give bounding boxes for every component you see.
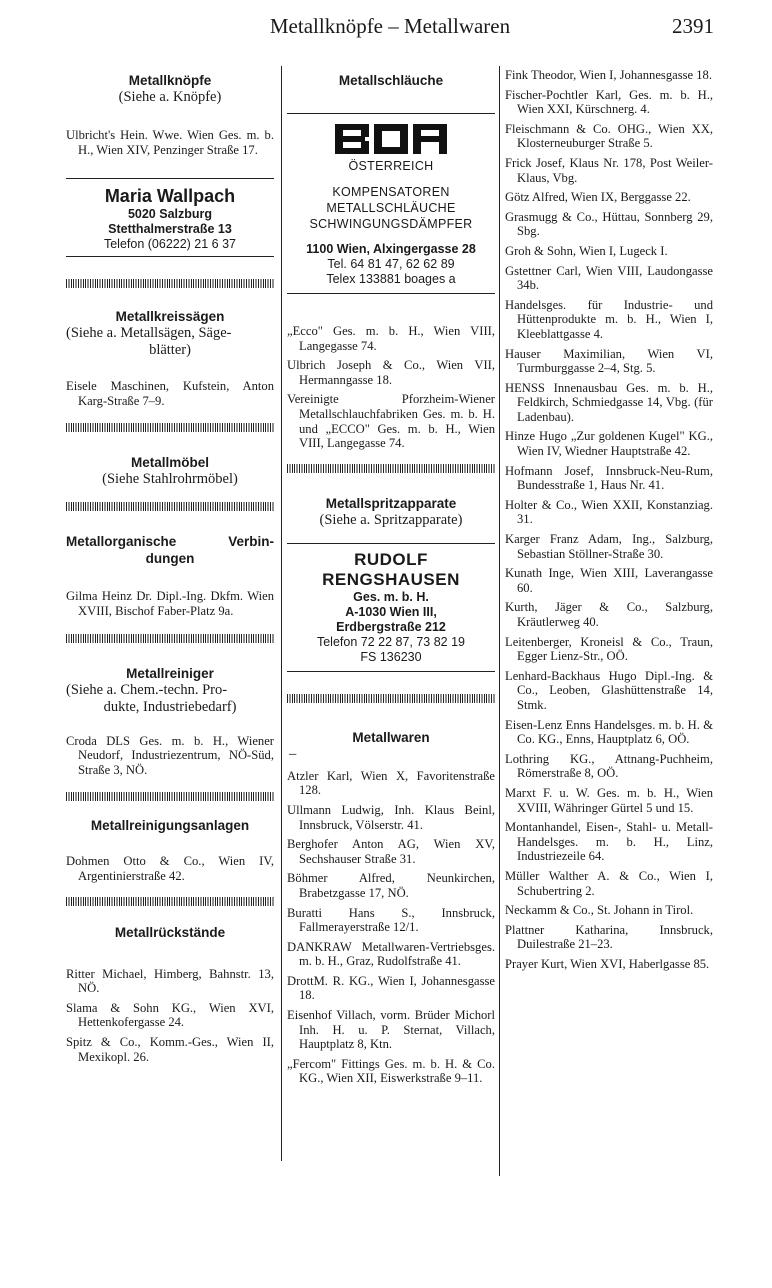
ad-city: A-1030 Wien III, xyxy=(345,604,437,619)
section-separator xyxy=(66,502,274,511)
section-separator xyxy=(287,694,495,703)
ad-name: Maria Wallpach xyxy=(104,186,236,207)
ad-city: 5020 Salzburg xyxy=(127,207,213,222)
see-also-chem-techn: (Siehe a. Chem.-techn. Pro- dukte, Industriebedarf) xyxy=(66,681,237,715)
column-3 xyxy=(505,68,713,976)
list-item: Ulbricht's Hein. Wwe. Wien Ges. m. b. H., Wien XIV, Penzinger Straße 17. xyxy=(66,128,274,157)
heading-metallwaren: Metallwaren xyxy=(352,729,430,745)
heading-metallrueckstaende: Metallrückstände xyxy=(114,924,226,940)
list-item: Fischer-Pochtler Karl, Ges. m. b. H., Wien XXI, Kürschnerg. 4. xyxy=(505,87,713,117)
list-item: Hofmann Josef, Innsbruck-Neu-Rum, Bundesstraße 1, Haus Nr. 41. xyxy=(505,463,713,493)
list-item: Fink Theodor, Wien I, Johannesgasse 18. xyxy=(505,68,712,82)
section-separator xyxy=(287,464,495,473)
list-item: Croda DLS Ges. m. b. H., Wiener Neudorf, Industriezentrum, NÖ-Süd, Straße 3, NÖ. xyxy=(66,733,274,777)
boa-logo xyxy=(287,124,495,154)
list-item: Fleischmann & Co. OHG., Wien XX, Klosterneuburger Straße 5. xyxy=(505,121,713,151)
list-item: Götz Alfred, Wien IX, Berggasse 22. xyxy=(505,190,691,205)
see-also-spritzapparate: (Siehe a. Spritzapparate) xyxy=(319,511,463,528)
ad-product-2: METALLSCHLÄUCHE xyxy=(326,201,456,215)
see-also-metallsaegen: (Siehe a. Metallsägen, Säge- blätter) xyxy=(66,325,232,359)
page-number: 2391 xyxy=(672,14,714,38)
ad-phone: Telefon 72 22 87, 73 82 19 xyxy=(316,634,466,649)
list-item: „Fercom" Fittings Ges. m. b. H. & Co. KG., Wien XII, Eiswerkstraße 9–11. xyxy=(287,1056,495,1086)
heading-metallorganische: Metallorganische Verbin- xyxy=(66,534,274,550)
list-item: Holter & Co., Wien XXII, Konstanziag. 31. xyxy=(505,497,713,527)
section-separator xyxy=(66,897,274,906)
page-header-title: Metallknöpfe – Metallwaren xyxy=(269,14,511,38)
list-item: Grasmugg & Co., Hüttau, Sonnberg 29, Sbg. xyxy=(505,209,713,239)
ad-phone: Tel. 64 81 47, 62 62 89 xyxy=(327,257,455,271)
column-divider-1 xyxy=(281,66,282,1161)
see-also-stahlrohrmoebel: (Siehe Stahlrohrmöbel) xyxy=(102,471,238,488)
ad-phone: Telefon (06222) 21 6 37 xyxy=(103,237,237,252)
ad-street: Erdbergstraße 212 xyxy=(336,619,446,634)
heading-metallmoebel: Metallmöbel xyxy=(130,455,209,471)
ad-fs: FS 136230 xyxy=(360,649,422,664)
list-item: Buratti Hans S., Innsbruck, Fallmerayerstraße 12/1. xyxy=(287,905,495,935)
list-item: Kunath Inge, Wien XIII, Laverangasse 60. xyxy=(505,566,713,595)
list-item: Gstettner Carl, Wien VIII, Laudongasse 34b. xyxy=(505,263,713,293)
ad-address: 1100 Wien, Alxingergasse 28 xyxy=(306,242,476,256)
column-2 xyxy=(287,64,495,1091)
boa-logo-letter-o-icon xyxy=(374,124,408,154)
ad-product-1: KOMPENSATOREN xyxy=(332,185,450,199)
list-item: Berghofer Anton AG, Wien XV, Sechshauser Straße 31. xyxy=(287,837,495,866)
heading-metallknoepfe: Metallknöpfe xyxy=(128,73,212,88)
list-item: Eisenhof Villach, vorm. Brüder Michorl Inh. H. u. P. Sternat, Villach, Hauptplatz 8, Ktn. xyxy=(287,1008,495,1052)
boa-logo-letter-a-icon xyxy=(413,124,447,154)
list-item: Vereinigte Pforzheim-Wiener Metallschlauchfabriken Ges. m. b. H. und „ECCO" Ges. m. b. H., Wien VIII, Langegasse 74. xyxy=(287,392,495,451)
ad-legal-form: Ges. m. b. H. xyxy=(353,589,429,604)
see-also-knoepfe: (Siehe a. Knöpfe) xyxy=(118,89,222,105)
list-item: Kurth, Jäger & Co., Salzburg, Kräutlerweg 40. xyxy=(505,600,713,629)
list-item: „Ecco" Ges. m. b. H., Wien VIII, Langegasse 74. xyxy=(287,324,495,353)
list-item: DrottM. R. KG., Wien I, Johannesgasse 18. xyxy=(287,973,495,1003)
list-item: Spitz & Co., Komm.-Ges., Wien II, Mexikopl. 26. xyxy=(66,1034,274,1064)
list-item: Müller Walther A. & Co., Wien I, Schubertring 2. xyxy=(505,868,713,898)
list-item: Dohmen Otto & Co., Wien IV, Argentinierstraße 42. xyxy=(66,854,274,883)
heading-metallreiniger: Metallreiniger xyxy=(126,665,214,681)
ad-rudolf-rengshausen xyxy=(287,544,495,671)
section-separator xyxy=(66,634,274,643)
ad-name-1: RUDOLF xyxy=(354,549,428,569)
list-item: Montanhandel, Eisen-, Stahl- u. Metall-Handelsges. m. b. H., Linz, Industriezeile 64. xyxy=(505,820,713,864)
list-item: Hinze Hugo „Zur goldenen Kugel" KG., Wien IV, Wiedner Hauptstraße 42. xyxy=(505,429,713,459)
heading-metallorganische-cont: dungen xyxy=(145,551,195,567)
section-separator xyxy=(66,423,274,432)
ad-telex: Telex 133881 boages a xyxy=(326,272,456,286)
ad-street: Stetthalmerstraße 13 xyxy=(108,222,232,237)
list-item: Ullmann Ludwig, Inh. Klaus Beinl, Innsbruck, Völserstr. 41. xyxy=(287,802,495,832)
list-item: Böhmer Alfred, Neunkirchen, Brabetzgasse 17, NÖ. xyxy=(287,871,495,900)
list-item: Plattner Katharina, Innsbruck, Duilestraße 21–23. xyxy=(505,922,713,952)
list-item: HENSS Innenausbau Ges. m. b. H., Feldkirch, Schmiedgasse 14, Vbg. (für Ladenbau). xyxy=(505,380,713,424)
heading-metallreinigungsanlagen: Metallreinigungsanlagen xyxy=(90,818,250,834)
ad-boa xyxy=(287,114,495,293)
list-item: Neckamm & Co., St. Johann in Tirol. xyxy=(505,903,694,918)
ad-name-2: RENGSHAUSEN xyxy=(322,569,460,589)
list-item: Frick Josef, Klaus Nr. 178, Post Weiler-Klaus, Vbg. xyxy=(505,155,713,185)
list-item: Slama & Sohn KG., Wien XVI, Hettenkofergasse 24. xyxy=(66,1000,274,1030)
list-item: Lenhard-Backhaus Hugo Dipl.-Ing. & Co., Leoben, Glashüttenstraße 14, Stmk. xyxy=(505,668,713,712)
list-item: Groh & Sohn, Wien I, Lugeck I. xyxy=(505,243,668,258)
list-item: Handelsges. für Industrie- und Hüttenprodukte m. b. H., Wien I, Kleeblattgasse 4. xyxy=(505,297,713,341)
list-item: Leitenberger, Kroneisl & Co., Traun, Egger Lienz-Str., OÖ. xyxy=(505,634,713,664)
section-separator xyxy=(66,279,274,288)
list-item: Atzler Karl, Wien X, Favoritenstraße 128. xyxy=(287,768,495,798)
heading-metallkreissaegen: Metallkreissägen xyxy=(115,309,225,325)
list-item: Karger Franz Adam, Ing., Salzburg, Sebastian Stöllner-Straße 30. xyxy=(505,532,713,561)
list-item: Ulbrich Joseph & Co., Wien VII, Hermanngasse 18. xyxy=(287,358,495,387)
metallwaren-dash: – xyxy=(289,745,297,762)
heading-metallschlaeuche: Metallschläuche xyxy=(338,73,444,88)
list-item: Marxt F. u. W. Ges. m. b. H., Wien XVIII, Währinger Gürtel 5 und 15. xyxy=(505,785,713,815)
column-divider-2 xyxy=(499,66,500,1176)
heading-metallspritzapparate: Metallspritzapparate xyxy=(325,495,457,511)
ad-product-3: SCHWINGUNGSDÄMPFER xyxy=(309,217,473,231)
ad-maria-wallpach xyxy=(66,179,274,256)
column-1 xyxy=(66,64,274,1069)
list-item: DANKRAW Metallwaren-Vertriebsges. m. b. H., Graz, Rudolfstraße 41. xyxy=(287,939,495,969)
ad-country: ÖSTERREICH xyxy=(348,159,434,173)
list-item: Eisele Maschinen, Kufstein, Anton Karg-Straße 7–9. xyxy=(66,379,274,408)
list-item: Prayer Kurt, Wien XVI, Haberlgasse 85. xyxy=(505,956,710,971)
list-item: Eisen-Lenz Enns Handelsges. m. b. H. & Co. KG., Enns, Hauptplatz 6, OÖ. xyxy=(505,717,713,747)
list-item: Ritter Michael, Himberg, Bahnstr. 13, NÖ. xyxy=(66,966,274,996)
list-item: Lothring KG., Attnang-Puchheim, Römerstraße 8, OÖ. xyxy=(505,751,713,781)
section-separator xyxy=(66,792,274,801)
list-item: Gilma Heinz Dr. Dipl.-Ing. Dkfm. Wien XVIII, Bischof Faber-Platz 9a. xyxy=(66,589,274,618)
boa-logo-letter-b-icon xyxy=(335,124,369,154)
list-item: Hauser Maximilian, Wien VI, Turmburggasse 2–4, Stg. 5. xyxy=(505,346,713,376)
